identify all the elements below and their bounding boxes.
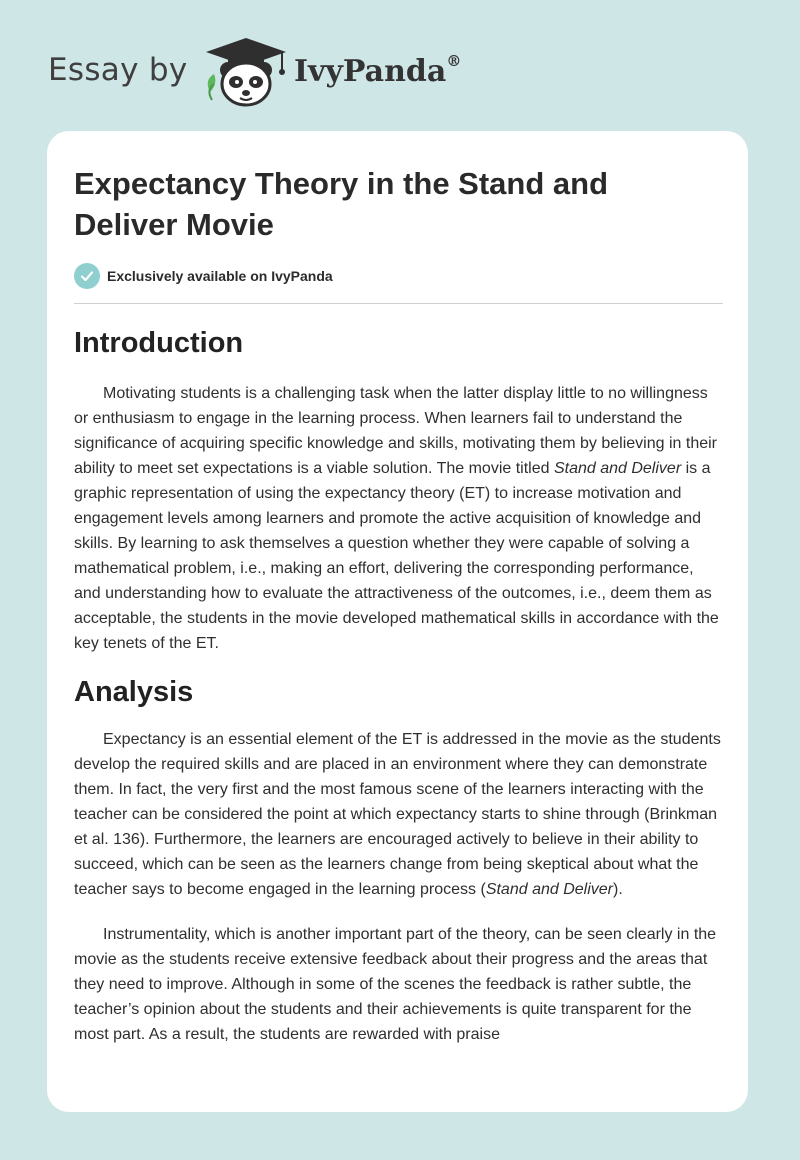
brand-name[interactable] — [294, 54, 461, 89]
divider — [74, 303, 723, 304]
italic-title-text: Stand and Deliver — [553, 460, 682, 477]
exclusive-badge — [74, 263, 333, 289]
essay-body — [74, 325, 724, 1047]
paragraph-text: Expectancy is an essential element of the ET is addressed in the movie as the students develop the required skills and are placed in an environment where they can demonstrate them. In fact, the very first and the most famous scene of the learners interacting with the teacher can be considered the point at which expectancy starts to shine through (Brinkman et al. 136). Furthermore, the learners are encouraged actively to believe in their ability to succeed, which can be seen as the learners change from being skeptical about what the teacher says to become engaged in the learning process ( — [74, 731, 721, 898]
essay-card — [47, 131, 748, 1112]
site-header — [0, 0, 800, 120]
italic-title-text: Stand and Deliver — [485, 881, 613, 898]
paragraph-text: ). — [613, 881, 623, 898]
registered-mark: ® — [446, 52, 462, 70]
paragraph — [74, 727, 724, 902]
essay-title: Expectancy Theory in the Stand and Deliver Movie — [74, 166, 609, 242]
essay-by-label: Essay by — [48, 52, 188, 88]
paragraph — [74, 381, 724, 656]
brand-text: IvyPanda — [294, 54, 447, 89]
panda-graduation-cap-icon[interactable] — [200, 36, 292, 108]
check-circle-icon — [74, 263, 100, 289]
section-heading: Introduction — [74, 327, 244, 359]
exclusive-badge-text: Exclusively available on IvyPanda — [107, 268, 333, 284]
paragraph-text: is a graphic representation of using the expectancy theory (ET) to increase motivation and engagement levels among learners and promote the active acquisition of knowledge and skills. By learning to ask themselves a question whether they were capable of solving a mathematical problem, i.e., making an effort, delivering the corresponding performance, and understanding how to evaluate the attractiveness of the outcomes, i.e., deem them as acceptable, the students in the movie developed mathematical skills in accordance with the key tenets of the ET. — [74, 460, 719, 652]
paragraph — [74, 922, 724, 1047]
paragraph-text: Motivating students is a challenging task when the latter display little to no willingness or enthusiasm to engage in the learning process. When learners fail to understand the significance of acquiring specific knowledge and skills, motivating them by believing in their ability to meet set expectations is a viable solution. The movie titled — [74, 385, 717, 477]
paragraph-text: Instrumentality, which is another important part of the theory, can be seen clearly in the movie as the students receive extensive feedback about their progress and the areas that they need to improve. Although in some of the scenes the feedback is rather subtle, the teacher’s opinion about the students and their achievements is quite transparent for the most part. As a result, the students are rewarded with praise — [74, 926, 717, 1043]
section-heading: Analysis — [74, 676, 194, 708]
